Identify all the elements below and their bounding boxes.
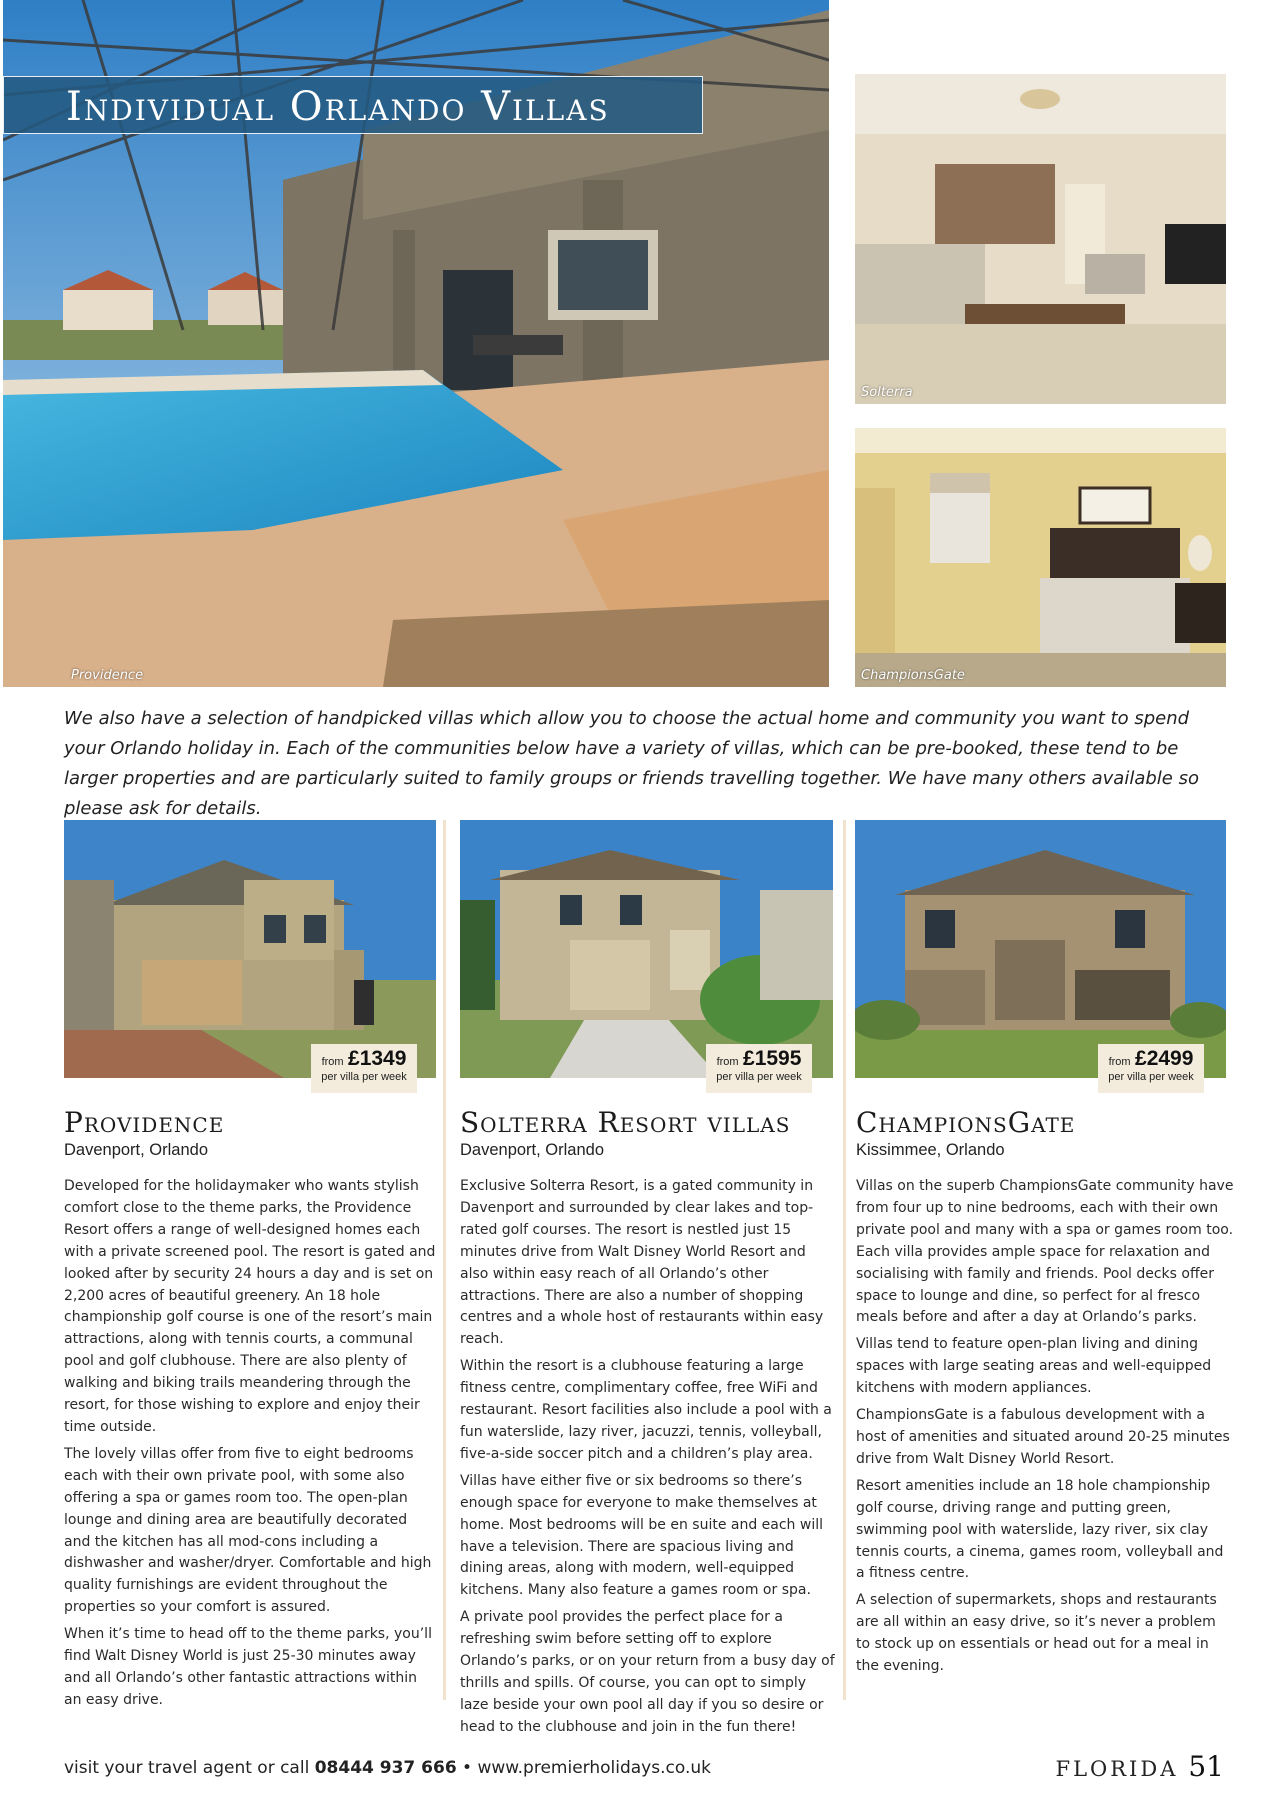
solterra-price-tag <box>706 1044 812 1093</box>
championsgate-villa-photo <box>855 820 1226 1078</box>
price-amount: £1595 <box>743 1047 802 1070</box>
providence-price-tag <box>311 1044 417 1093</box>
solterra-column <box>460 1106 838 1744</box>
footer-page-info <box>1056 1750 1224 1783</box>
villa-paragraph: ChampionsGate is a fabulous development with a host of amenities and situated around 20-25 minutes drive from Walt Disney World Resort. <box>856 1407 1230 1467</box>
villa-paragraph: Developed for the holidaymaker who wants stylish comfort close to the theme parks, the Providence Resort offers a range of well-designed homes each with a private screened pool. The resort is gated and looked after by security 24 hours a day and is set on 2,200 acres of beautiful greenery. An 18 hole championship golf course is one of the resort’s main attractions, along with tennis courts, a communal pool and golf clubhouse. There are also plenty of walking and biking trails meandering through the resort, for those wishing to explore and enjoy their time outside. <box>64 1178 436 1435</box>
villa-paragraph: Villas tend to feature open-plan living and dining spaces with large seating areas and well-equipped kitchens with modern appliances. <box>856 1336 1212 1397</box>
price-unit: per villa per week <box>716 1071 802 1083</box>
villa-paragraph: Exclusive Solterra Resort, is a gated community in Davenport and surrounded by clear lakes and top-rated golf courses. The resort is nestled just 15 minutes drive from Walt Disney World Resort and also within easy reach of all Orlando’s other attractions. There are also a number of shopping centres and a whole host of restaurants within easy reach. <box>460 1178 824 1348</box>
lounge-photo <box>855 74 1226 404</box>
page-number: 51 <box>1188 1750 1224 1783</box>
villa-title: Providence <box>64 1106 225 1139</box>
villa-paragraph: The lovely villas offer from five to eight bedrooms each with their own private pool, with some also offering a spa or games room too. The open-plan lounge and dining area are beautifully decorated and the kitchen has all mod-cons including a dishwasher and washer/dryer. Comfortable and high quality furnishings are evident throughout the properties so your comfort is assured. <box>64 1445 432 1616</box>
lounge-photo-caption: Solterra <box>861 385 913 400</box>
villa-paragraph: Resort amenities include an 18 hole championship golf course, driving range and putting green, swimming pool with waterslide, lazy river, six clay tennis courts, a cinema, games room, volleyball and a fitness centre. <box>856 1477 1224 1582</box>
hero-photo-caption: Providence <box>71 668 144 683</box>
footer-website-link[interactable]: www.premierholidays.co.uk <box>477 1758 711 1778</box>
footer-bullet: • <box>456 1758 478 1778</box>
footer-prefix: visit your travel agent or call <box>64 1758 315 1778</box>
column-divider <box>843 820 846 1700</box>
section-name: FLORIDA <box>1055 1757 1179 1781</box>
villa-title: ChampionsGate <box>856 1106 1076 1139</box>
championsgate-price-tag <box>1098 1044 1204 1093</box>
column-divider <box>443 820 446 1700</box>
villa-paragraph: Villas have either five or six bedrooms so there’s enough space for everyone to make themselves at home. Most bedrooms will be en suite and each will have a television. There are spacious living and dining areas, along with modern, well-equipped kitchens. Many also feature a games room or spa. <box>460 1472 824 1599</box>
solterra-villa-photo <box>460 820 833 1078</box>
championsgate-column <box>856 1106 1234 1683</box>
villa-location: Davenport, Orlando <box>64 1141 208 1159</box>
intro-paragraph: We also have a selection of handpicked villas which allow you to choose the actual home and community you want to spend your Orlando holiday in. Each of the communities below have a variety of villas, which can be pre-booked, these tend to be larger properties and are particularly suited to family groups or friends travelling together. We have many others available so please ask for details. <box>64 708 1199 819</box>
villa-paragraph: Villas on the superb ChampionsGate community have from four up to nine bedrooms, each with their own private pool and many with a spa or games room too. Each villa provides ample space for relaxation and socialising with family and friends. Pool decks offer space to lounge and dine, so perfect for al fresco meals before and after a day at Orlando’s parks. <box>856 1178 1234 1326</box>
providence-column <box>64 1106 437 1717</box>
page-title: Individual Orlando Villas <box>66 84 610 130</box>
footer-phone-number[interactable]: 08444 937 666 <box>314 1758 457 1778</box>
villa-paragraph: A private pool provides the perfect place for a refreshing swim before setting off to explore Orlando’s parks, or on your return from a busy day of thrills and spills. Of course, you can opt to simply laze beside your own pool all day if you so desire or head to the clubhouse and join in the fun there! <box>460 1609 835 1735</box>
villa-paragraph: When it’s time to head off to the theme parks, you’ll find Walt Disney World is just 25-30 minutes away and all Orlando’s other fantastic attractions within an easy drive. <box>64 1626 432 1708</box>
villa-location: Davenport, Orlando <box>460 1141 604 1159</box>
villa-paragraph: Within the resort is a clubhouse featuring a large fitness centre, complimentary coffee, free WiFi and restaurant. Resort facilities also include a pool with a fun waterslide, lazy river, jacuzzi, tennis, volleyball, five-a-side soccer pitch and a children’s play area. <box>460 1358 832 1462</box>
villa-paragraph: A selection of supermarkets, shops and restaurants are all within an easy drive, so it’s never a problem to stock up on essentials or head out for a meal in the evening. <box>856 1592 1217 1675</box>
price-unit: per villa per week <box>321 1071 407 1083</box>
price-from-label: from <box>716 1056 739 1068</box>
title-banner <box>3 76 703 134</box>
price-amount: £2499 <box>1135 1047 1194 1070</box>
villa-location: Kissimmee, Orlando <box>856 1141 1005 1159</box>
providence-villa-photo <box>64 820 436 1078</box>
bedroom-photo <box>855 428 1226 687</box>
price-from-label: from <box>1108 1056 1131 1068</box>
price-amount: £1349 <box>348 1047 407 1070</box>
footer-contact <box>64 1758 711 1778</box>
villa-title: Solterra Resort villas <box>460 1106 791 1139</box>
price-unit: per villa per week <box>1108 1071 1194 1083</box>
price-from-label: from <box>321 1056 344 1068</box>
bedroom-photo-caption: ChampionsGate <box>861 668 965 683</box>
